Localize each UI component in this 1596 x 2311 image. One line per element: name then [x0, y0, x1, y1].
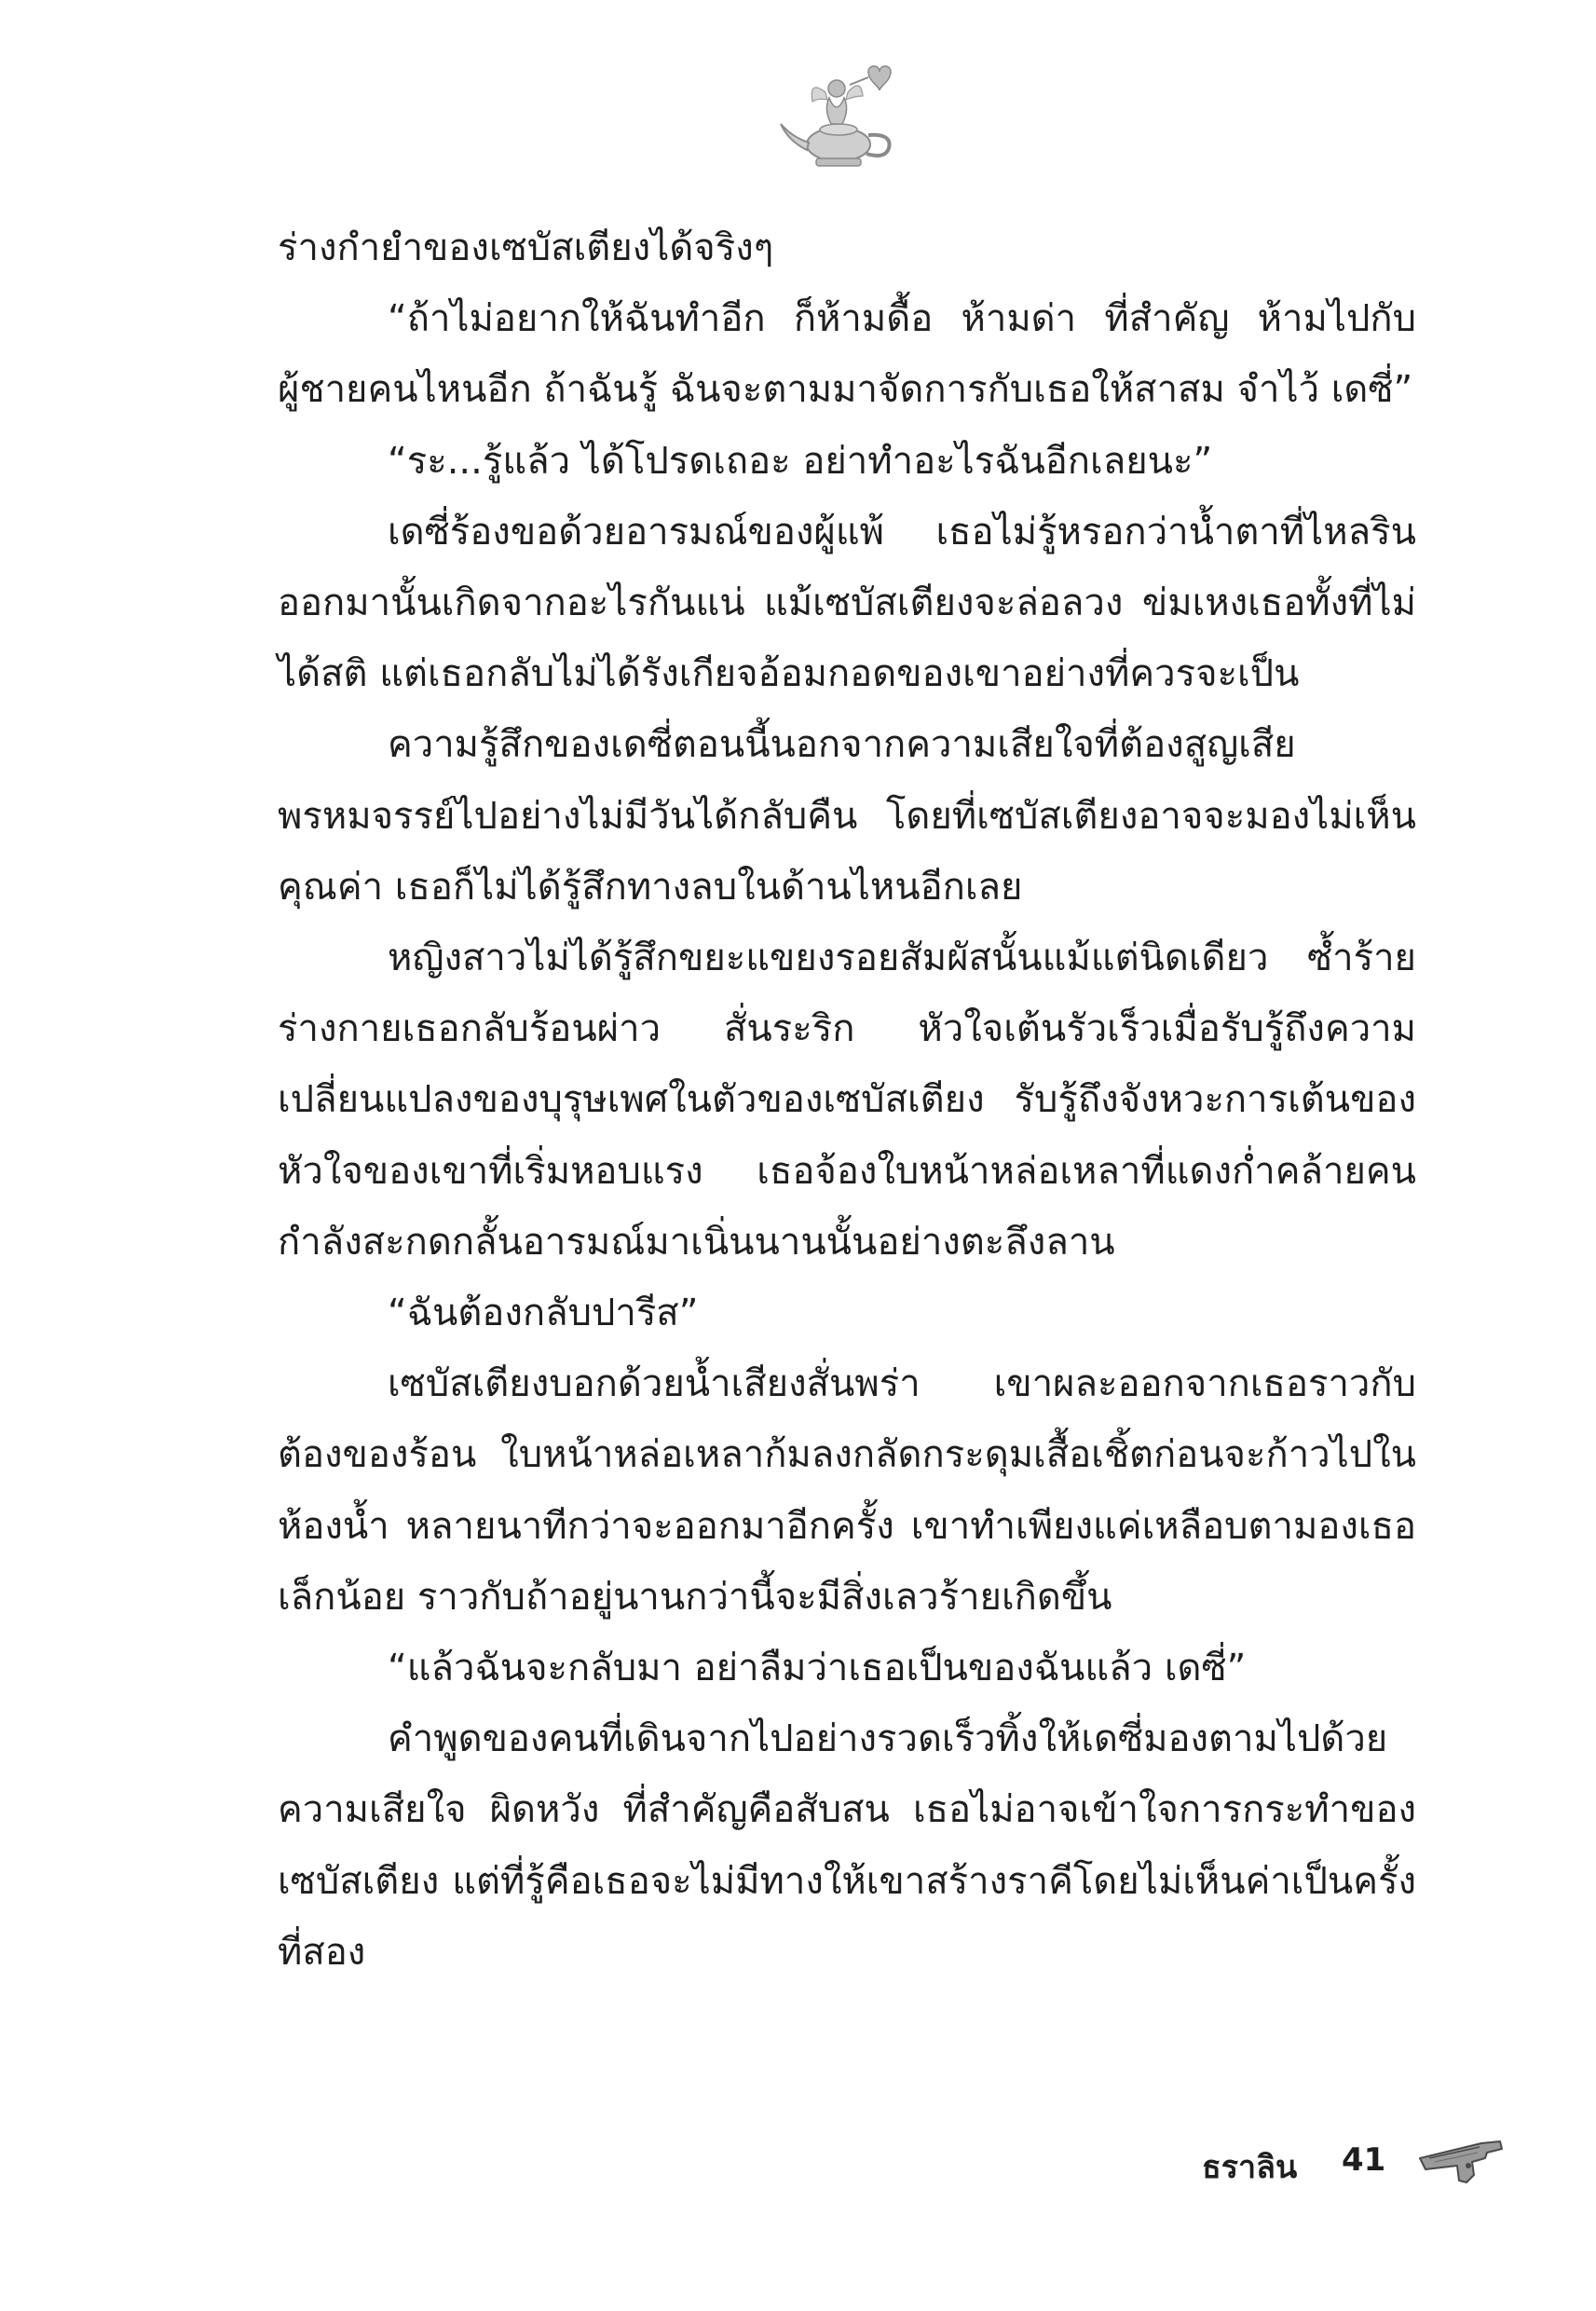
- paragraph: คำพูดของคนที่เดินจากไปอย่างรวดเร็วทิ้งให้เดซี่มองตามไปด้วยความเสียใจ ผิดหวัง ที่สำคัญคือสับสน เธอไม่อาจเข้าใจการกระทำของเซบัสเตียง แต่ที่รู้คือเธอจะไม่มีทางให้เขาสร้างราคีโดยไม่เห็นค่าเป็นครั้งที่สอง: [278, 1717, 1416, 1974]
- paragraph: หญิงสาวไม่ได้รู้สึกขยะแขยงรอยสัมผัสนั้นแม้แต่นิดเดียว ซ้ำร้ายร่างกายเธอกลับร้อนผ่าว สั่นระริก หัวใจเต้นรัวเร็วเมื่อรับรู้ถึงความเปลี่ยนแปลงของบุรุษเพศในตัวของเซบัสเตียง รับรู้ถึงจังหวะการเต้นของหัวใจของเขาที่เริ่มหอบแรง เธอจ้องใบหน้าหล่อเหลาที่แดงก่ำคล้ายคนกำลังสะกดกลั้นอารมณ์มาเนิ่นนานนั้นอย่างตะลึงลาน: [278, 937, 1416, 1264]
- paragraph: “ฉันต้องกลับปารีส”: [388, 1292, 699, 1335]
- page-number: 41: [1342, 2141, 1386, 2179]
- paragraph: ความรู้สึกของเดซี่ตอนนี้นอกจากความเสียใจที่ต้องสูญเสียพรหมจรรย์ไปอย่างไม่มีวันได้กลับคืน โดยที่เซบัสเตียงอาจจะมองไม่เห็นคุณค่า เธอก็ไม่ได้รู้สึกทางลบในด้านไหนอีกเลย: [278, 723, 1416, 909]
- page-footer: [1202, 2126, 1509, 2192]
- pistol-icon: [1416, 2134, 1506, 2186]
- book-title: ธราลิน: [1202, 2149, 1298, 2186]
- teapot-with-cupid-icon: [764, 51, 913, 172]
- body-text: [278, 212, 1416, 1988]
- paragraph: ร่างกำยำของเซบัสเตียงได้จริงๆ: [278, 226, 774, 269]
- paragraph: “แล้วฉันจะกลับมา อย่าลืมว่าเธอเป็นของฉันแล้ว เดซี่”: [388, 1647, 1247, 1690]
- paragraph: เซบัสเตียงบอกด้วยน้ำเสียงสั่นพร่า เขาผละออกจากเธอราวกับต้องของร้อน ใบหน้าหล่อเหลาก้มลงกลัดกระดุมเสื้อเชิ้ตก่อนจะก้าวไปในห้องน้ำ หลายนาทีกว่าจะออกมาอีกครั้ง เขาทำเพียงแค่เหลือบตามองเธอเล็กน้อย ราวกับถ้าอยู่นานกว่านี้จะมีสิ่งเลวร้ายเกิดขึ้น: [278, 1362, 1416, 1619]
- paragraph: เดซี่ร้องขอด้วยอารมณ์ของผู้แพ้ เธอไม่รู้หรอกว่าน้ำตาที่ไหลรินออกมานั้นเกิดจากอะไรกันแน่ แม้เซบัสเตียงจะล่อลวง ข่มเหงเธอทั้งที่ไม่ได้สติ แต่เธอกลับไม่ได้รังเกียจอ้อมกอดของเขาอย่างที่ควรจะเป็น: [278, 510, 1416, 696]
- paragraph: “ระ...รู้แล้ว ได้โปรดเถอะ อย่าทำอะไรฉันอีกเลยนะ”: [388, 439, 1213, 483]
- paragraph: “ถ้าไม่อยากให้ฉันทำอีก ก็ห้ามดื้อ ห้ามด่า ที่สำคัญ ห้ามไปกับผู้ชายคนไหนอีก ถ้าฉันรู้ ฉันจะตามมาจัดการกับเธอให้สาสม จำไว้ เดซี่”: [278, 297, 1416, 412]
